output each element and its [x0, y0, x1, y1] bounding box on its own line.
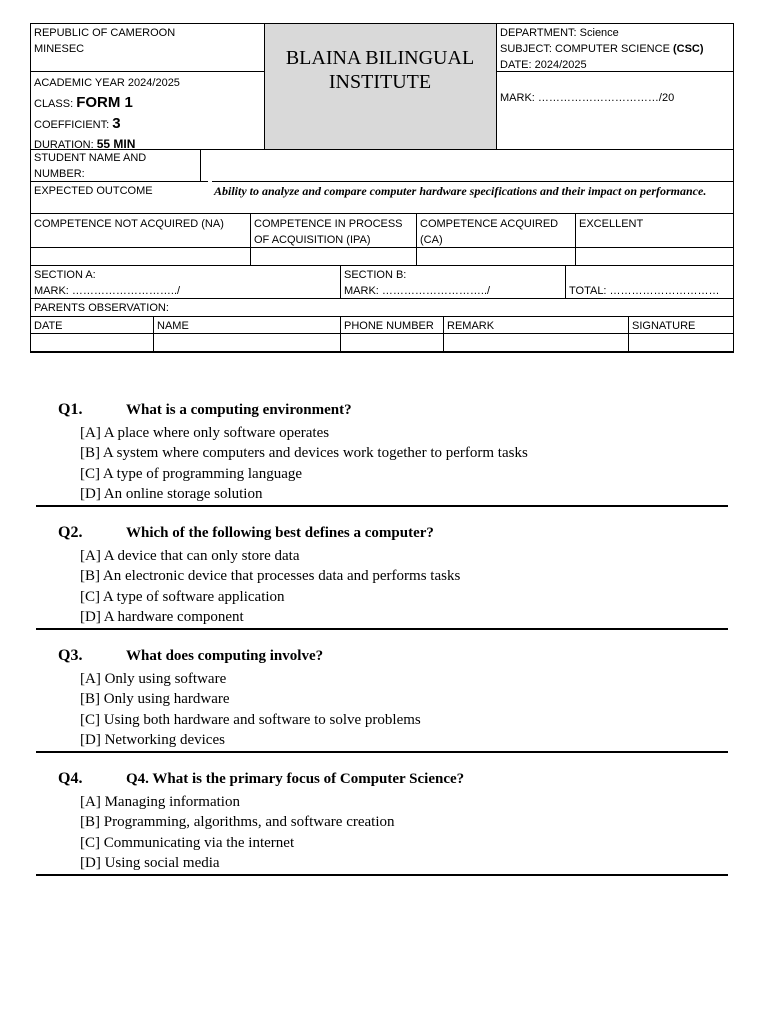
republic-label — [30, 24, 264, 58]
question-2 — [36, 524, 728, 630]
question-header — [36, 401, 728, 423]
department-text: DEPARTMENT: Science — [500, 27, 619, 39]
duration-value: 55 MIN — [96, 137, 136, 151]
republic-text: REPUBLIC OF CAMEROON — [34, 27, 176, 39]
total-mark: TOTAL: ………………………… — [569, 285, 720, 297]
option-c: [C] A type of programming language — [80, 465, 303, 482]
class-line: CLASS: FORM 1 — [34, 94, 133, 111]
school-name: BLAINA BILINGUAL INSTITUTE — [285, 47, 475, 93]
option-d: [D] Using social media — [80, 854, 220, 871]
option-b: [B] Programming, algorithms, and software creation — [80, 814, 395, 831]
academic-year: ACADEMIC YEAR 2024/2025 — [34, 77, 180, 89]
competence-na: COMPETENCE NOT ACQUIRED (NA) — [34, 218, 224, 230]
col-remark: REMARK — [447, 320, 495, 332]
subject-code: (CSC) — [672, 43, 704, 55]
section-a — [30, 266, 340, 300]
subject-info-cell — [496, 24, 734, 74]
question-3 — [36, 647, 728, 753]
question-text: What does computing involve? — [126, 648, 324, 664]
option-b: [B] An electronic device that processes data and performs tasks — [80, 568, 461, 585]
subject-line: SUBJECT: COMPUTER SCIENCE (CSC) — [500, 43, 704, 55]
date-text: DATE: 2024/2025 — [500, 59, 587, 71]
expected-outcome-label: EXPECTED OUTCOME — [34, 185, 153, 197]
option-a: [A] Only using software — [80, 671, 227, 687]
option-d: [D] A hardware component — [80, 608, 244, 625]
section-b — [340, 266, 565, 300]
coefficient-value: 3 — [112, 115, 121, 132]
col-date: DATE — [34, 320, 63, 332]
question-header — [36, 524, 728, 546]
competence-ipa: COMPETENCE IN PROCESS OF ACQUISITION (IPA) — [254, 218, 403, 246]
option-b: [B] A system where computers and devices work together to perform tasks — [80, 445, 528, 462]
question-1 — [36, 401, 728, 507]
question-number: Q1. — [58, 401, 83, 418]
ministry-text: MINESEC — [34, 43, 85, 55]
question-header — [36, 647, 728, 669]
section-b-title: SECTION B: — [344, 269, 407, 281]
mark-total: MARK: ……………………………/20 — [500, 92, 675, 104]
option-a: [A] A place where only software operates — [80, 425, 330, 441]
col-phone: PHONE NUMBER — [344, 320, 434, 332]
question-number: Q4. — [58, 770, 83, 787]
question-text: Which of the following best defines a computer? — [126, 525, 434, 541]
class-value: FORM 1 — [76, 94, 133, 111]
option-c: [C] A type of software application — [80, 588, 285, 605]
competence-ca: COMPETENCE ACQUIRED (CA) — [420, 218, 559, 246]
parents-observation: PARENTS OBSERVATION: — [34, 302, 169, 314]
option-c: [C] Communicating via the internet — [80, 834, 295, 851]
option-d: [D] Networking devices — [80, 731, 225, 748]
question-text: Q4. What is the primary focus of Computer Science? — [126, 771, 465, 787]
class-info-cell — [30, 73, 264, 156]
option-b: [B] Only using hardware — [80, 691, 230, 708]
col-signature: SIGNATURE — [632, 320, 696, 332]
coefficient-line: COEFFICIENT: 3 — [34, 115, 121, 132]
option-a: [A] A device that can only store data — [80, 548, 300, 564]
section-b-mark: MARK: ………………………../ — [344, 285, 491, 297]
question-number: Q2. — [58, 524, 83, 541]
section-a-title: SECTION A: — [34, 269, 96, 281]
question-4 — [36, 770, 728, 876]
col-name: NAME — [157, 320, 189, 332]
option-d: [D] An online storage solution — [80, 485, 263, 502]
student-name-label: STUDENT NAME AND NUMBER: — [34, 152, 147, 180]
competence-excellent: EXCELLENT — [579, 218, 644, 230]
option-c: [C] Using both hardware and software to solve problems — [80, 711, 421, 728]
question-text: What is a computing environment? — [126, 402, 352, 418]
duration-line: DURATION: 55 MIN — [34, 137, 136, 151]
section-a-mark: MARK: ………………………../ — [34, 285, 181, 297]
expected-outcome-text: Ability to analyze and compare computer hardware specifications and their impact on performance. — [214, 184, 707, 198]
option-a: [A] Managing information — [80, 794, 240, 810]
question-number: Q3. — [58, 647, 83, 664]
question-header — [36, 770, 728, 792]
exam-header-table — [30, 23, 734, 353]
